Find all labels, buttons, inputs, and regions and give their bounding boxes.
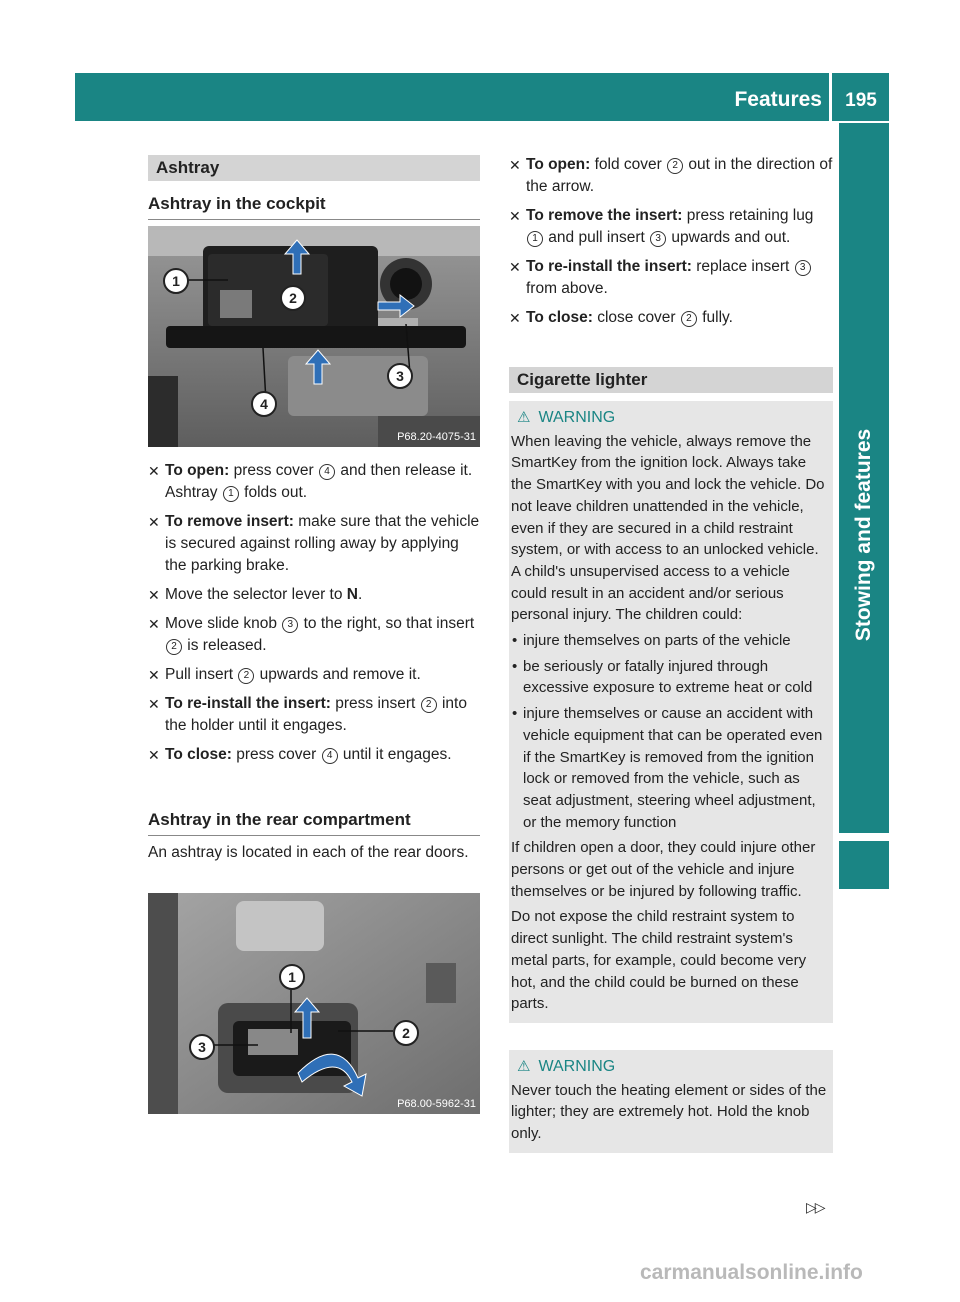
warning-title: ⚠ WARNING (511, 407, 829, 429)
step-marker-icon: ✕ (509, 310, 521, 326)
warning-triangle-icon: ⚠ (517, 1058, 531, 1075)
rear-ashtray-figure (148, 893, 480, 1114)
watermark: carmanualsonline.info (640, 1261, 863, 1284)
step-remove-insert: ✕ To remove insert: make sure that the vehicle is secured against rolling away by applying the parking brake. (148, 513, 480, 574)
step-marker-icon: ✕ (509, 208, 521, 224)
step-open: ✕ To open: press cover 4 and then release it. Ashtray 1 folds out. (148, 462, 473, 501)
cockpit-ashtray-figure (148, 226, 480, 447)
warning-bullet: • be seriously or fatally injured through excessive exposure to extreme heat or cold (512, 657, 813, 697)
step-remove-insert-rear: ✕ To remove the insert: press retaining lug 1 and pull insert 3 upwards and out. (509, 207, 814, 246)
step-close: ✕ To close: press cover 4 until it engages. (148, 744, 480, 766)
subhead-rear: Ashtray in the rear compartment (148, 808, 480, 836)
step-marker-icon: ✕ (148, 616, 160, 632)
warning-bullet: • injure themselves or cause an accident with vehicle equipment that can be operated even if the SmartKey is removed from the ignition lock or removed from the vehicle, such as seat adjustment, steering wheel adjustment, or the memory function (512, 705, 823, 831)
step-marker-icon: ✕ (509, 157, 521, 173)
header-separator (829, 73, 832, 121)
callout-1: 1 (279, 964, 305, 990)
warning-paragraph: If children open a door, they could injure other persons or get out of the vehicle and injure themselves or be injured by following traffic. (511, 839, 816, 900)
warning-title: ⚠ WARNING (511, 1056, 829, 1078)
step-marker-icon: ✕ (148, 587, 160, 603)
step-reinstall-insert: ✕ To re-install the insert: press insert 2 into the holder until it engages. (148, 695, 467, 734)
cockpit-ashtray-illustration (148, 226, 480, 447)
rear-steps (509, 154, 833, 336)
page-number: 195 (845, 90, 877, 111)
rear-ashtray-illustration (148, 893, 480, 1114)
subhead-cockpit: Ashtray in the cockpit (148, 192, 480, 220)
warning-triangle-icon: ⚠ (517, 409, 531, 426)
cockpit-steps (148, 460, 480, 773)
step-open-rear: ✕ To open: fold cover 2 out in the direction of the arrow. (509, 156, 833, 195)
warning-paragraph: Never touch the heating element or sides of the lighter; they are extremely hot. Hold the knob only. (511, 1081, 827, 1143)
warning-box-children (509, 401, 833, 1023)
side-tab-label: Stowing and features (852, 428, 875, 642)
step-pull-insert: ✕ Pull insert 2 upwards and remove it. (148, 664, 480, 686)
step-marker-icon: ✕ (509, 259, 521, 275)
callout-1: 1 (163, 268, 189, 294)
step-marker-icon: ✕ (148, 514, 160, 530)
step-marker-icon: ✕ (148, 747, 160, 763)
warning-box-lighter (509, 1050, 833, 1153)
step-slide-knob: ✕ Move slide knob 3 to the right, so that insert 2 is released. (148, 615, 475, 654)
rear-ashtray-text: An ashtray is located in each of the rear doors. (148, 844, 469, 861)
step-marker-icon: ✕ (148, 696, 160, 712)
figure-caption: P68.20-4075-31 (397, 431, 476, 443)
callout-4: 4 (251, 391, 277, 417)
figure-caption: P68.00-5962-31 (397, 1098, 476, 1110)
callout-2: 2 (393, 1020, 419, 1046)
continue-arrows-icon: ▷▷ (806, 1199, 824, 1215)
step-marker-icon: ✕ (148, 667, 160, 683)
callout-3: 3 (189, 1034, 215, 1060)
callout-2: 2 (280, 285, 306, 311)
step-reinstall-insert-rear: ✕ To re-install the insert: replace insert 3 from above. (509, 256, 833, 300)
page-title: Features (734, 88, 822, 111)
warning-paragraph: Do not expose the child restraint system to direct sunlight. The child restraint system's metal parts, for example, could become very hot, and the child could be burned on these parts. (511, 908, 807, 1013)
warning-bullet: • injure themselves on parts of the vehicle (512, 632, 791, 650)
side-tab-marker (839, 841, 889, 889)
step-selector-lever: ✕ Move the selector lever to N. (148, 584, 480, 606)
cigarette-lighter-section-title: Cigarette lighter (509, 367, 833, 393)
step-marker-icon: ✕ (148, 463, 160, 479)
callout-3: 3 (387, 363, 413, 389)
step-close-rear: ✕ To close: close cover 2 fully. (509, 307, 833, 329)
ashtray-section-title: Ashtray (148, 155, 480, 181)
warning-paragraph: When leaving the vehicle, always remove the SmartKey from the ignition lock. Always take the SmartKey with you and lock the vehicle. Do not leave children unattended in the vehicle, even if they are secured in a child restraint system, or with access to an unlocked vehicle. A child's unsupervised access to a vehicle could result in an accident and/or serious personal injury. The children could: (511, 432, 825, 624)
